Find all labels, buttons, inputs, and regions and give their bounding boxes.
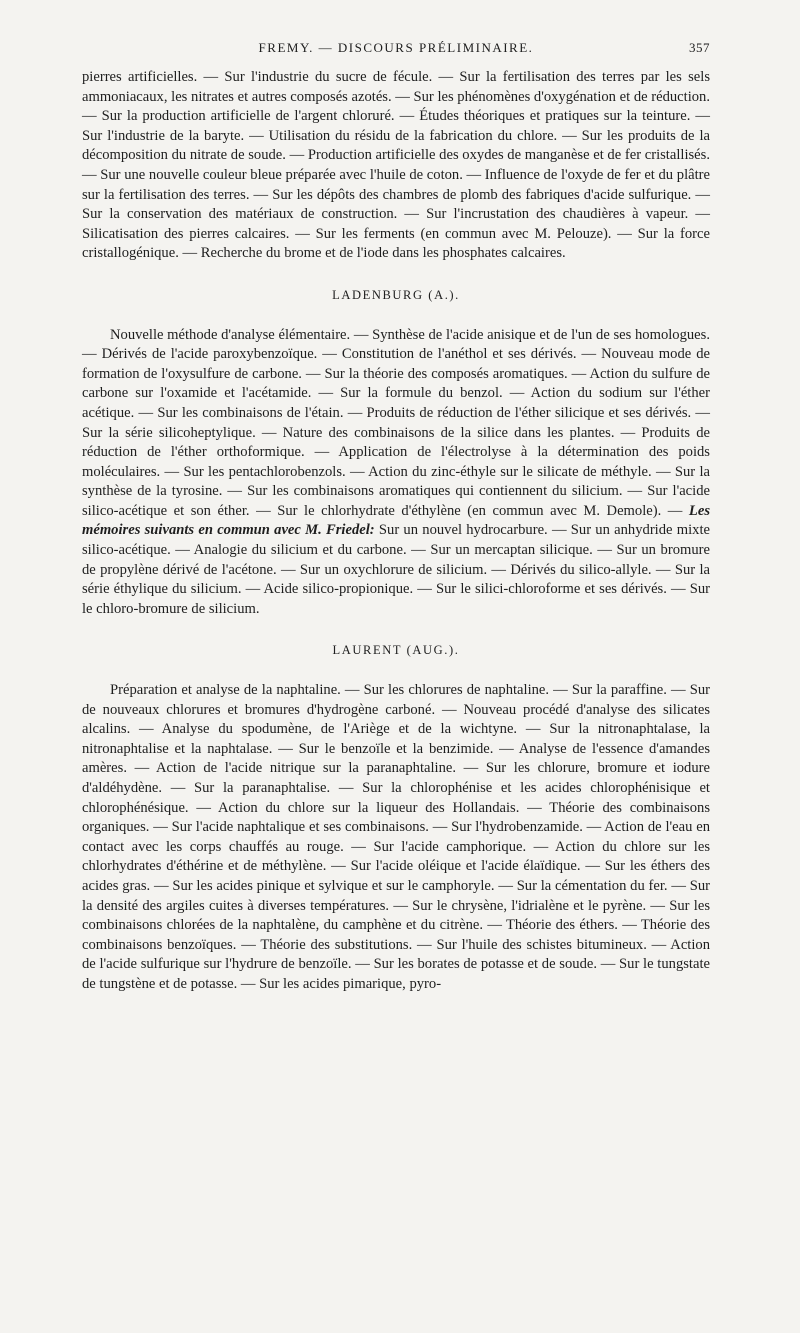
section-heading-ladenburg: LADENBURG (A.). (332, 287, 460, 302)
fremy-paragraph-continued: pierres artificielles. — Sur l'industrie du sucre de fécule. — Sur la fertilisation des terres par les sels ammoniacaux, les nitrates et autres composés azotés. — Sur les phénomènes d'oxygénation et de réduction. — Sur la production artificielle de l'argent chloruré. — Études théoriques et pratiques sur la teinture. — Sur l'industrie de la baryte. — Utilisation du résidu de la fabrication du chlore. — Sur les produits de la décomposition du nitrate de soude. — Production artificielle des oxydes de manganèse et de fer cristallisés. — Sur une nouvelle couleur bleue préparée avec l'huile de coton. — Influence de l'oxyde de fer et du plâtre sur la fertilisation des terres. — Sur les dépôts des chambres de plomb des fabriques d'acide sulfurique. — Sur la conservation des matériaux de construction. — Sur l'incrustation des chaudières à vapeur. — Silicatisation des pierres calcaires. — Sur les ferments (en commun avec M. Pelouze). — Sur la force cristallogénique. — Recherche du brome et de l'iode dans les phosphates calcaires. (82, 69, 710, 262)
section-heading-laurent: LAURENT (AUG.). (332, 643, 460, 658)
ladenburg-paragraph (82, 326, 710, 620)
running-title: FREMY. — DISCOURS PRÉLIMINAIRE. (258, 40, 534, 55)
ladenburg-text-part-1: Nouvelle méthode d'analyse élémentaire. — Synthèse de l'acide anisique et de l'un de ses homologues. — Dérivés de l'acide paroxybenzoïque. — Constitution de l'anéthol et ses dérivés. — Nouveau mode de formation de l'oxysulfure de carbone. — Sur la théorie des composés aromatiques. — Action du sulfure de carbone sur l'oxamide et l'acétamide. — Sur la formule du benzol. — Action du sodium sur l'éther acétique. — Sur les combinaisons de l'étain. — Produits de réduction de l'éther silicique et ses dérivés. — Sur la série silicoheptylique. — Nature des combinaisons de la silice dans les plantes. — Produits de réduction de l'éther orthoformique. — Application de l'électrolyse à la détermination des poids moléculaires. — Sur les pentachlorobenzols. — Action du zinc-éthyle sur le silicate de méthyle. — Sur la synthèse de la tyrosine. — Sur les combinaisons aromatiques qui contiennent du silicium. — Sur l'acide silico-acétique et son éther. — Sur le chlorhydrate d'éthylène (en commun avec M. Demole). — (82, 326, 710, 519)
ladenburg-text-part-2: Sur un nouvel hydrocarbure. — Sur un anhydride mixte silico-acétique. — Analogie du silicium et du carbone. — Sur un mercaptan silicique. — Sur un bromure de propylène dérivé de l'acétone. — Sur un oxychlorure de silicium. — Dérivés du silico-allyle. — Sur la série éthylique du silicium. — Acide silico-propionique. — Sur le silici-chloroforme et ses dérivés. — Sur le chloro-bromure de silicium. (82, 522, 710, 617)
ladenburg-emphasis: Les mémoires suivants en commun avec M. Friedel: (82, 502, 710, 539)
page-body (82, 68, 710, 995)
page-number: 357 (689, 40, 710, 55)
laurent-paragraph: Préparation et analyse de la naphtaline. — Sur les chlorures de naphtaline. — Sur la paraffine. — Sur de nouveaux chlorures et bromures d'hydrogène carboné. — Nouveau procédé d'analyse des silicates alcalins. — Analyse du spodumène, de l'Ariège et de la wichtyne. — Sur la nitronaphtalase, la nitronaphtalise et la naphtalase. — Sur le benzoïle et la benzimide. — Analyse de l'essence d'amandes amères. — Action de l'acide nitrique sur la paranaphtaline. — Sur les chlorure, bromure et iodure d'aldéhydène. — Sur la paranaphtalise. — Sur la chlorophénise et les acides chlorophénisique et chlorophénésique. — Action du chlore sur la liqueur des Hollandais. — Théorie des combinaisons organiques. — Sur l'acide naphtalique et ses combinaisons. — Sur l'hydrobenzamide. — Action de l'eau en contact avec les corps chauffés au rouge. — Sur l'acide camphorique. — Action du chlore sur les chlorhydrates d'éthérine et de méthylène. — Sur l'acide oléique et l'acide élaïdique. — Sur les éthers des acides gras. — Sur les acides pinique et sylvique et sur le camphoryle. — Sur la cémentation du fer. — Sur la densité des argiles cuites à diverses températures. — Sur le chrysène, l'idrialène et le pyrène. — Sur les combinaisons chlorées de la naphtalène, du camphène et du citrène. — Théorie des éthers. — Théorie des combinaisons benzoïques. — Théorie des substitutions. — Sur l'huile des schistes bitumineux. — Action de l'acide sulfurique sur l'hydrure de benzoïle. — Sur les borates de potasse et de soude. — Sur le tungstate de tungstène et de potasse. — Sur les acides pimarique, pyro- (82, 682, 710, 992)
running-header (82, 40, 710, 62)
